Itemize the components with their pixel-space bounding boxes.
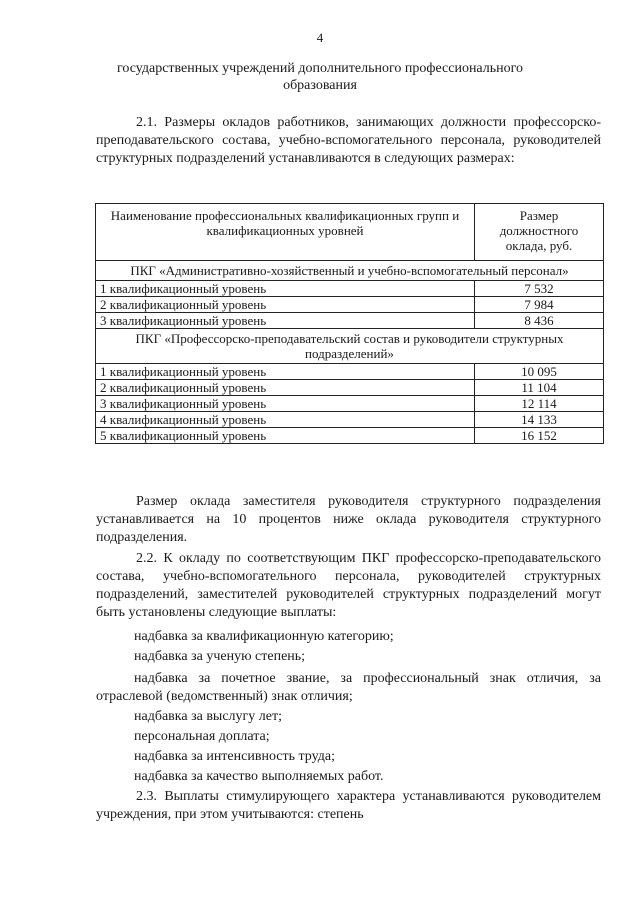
- paragraph-2-1: 2.1. Размеры окладов работников, занимающих должности профессорско-преподавательского состава, учебно-вспомогательного персонала, руководителей структурных подразделений устанавливаются в следующих размерах:: [96, 115, 601, 166]
- table-row: [96, 313, 604, 329]
- payment-item: надбавка за качество выполняемых работ.: [134, 769, 384, 784]
- payment-item: надбавка за ученую степень;: [134, 649, 306, 664]
- table-row: [96, 428, 604, 444]
- level-cell: 4 квалификационный уровень: [96, 412, 475, 428]
- table-row: [96, 412, 604, 428]
- table-row: [96, 297, 604, 313]
- deputy-note-paragraph: Размер оклада заместителя руководителя структурного подразделения устанавливается на 10 процентов ниже оклада руководителя структурного подразделения.: [96, 494, 601, 545]
- salary-table: [95, 203, 604, 444]
- table-row: [96, 364, 604, 380]
- table-row: [96, 281, 604, 297]
- level-cell: 1 квалификационный уровень: [96, 364, 475, 380]
- group-title-admin: ПКГ «Административно-хозяйственный и учебно-вспомогательный персонал»: [96, 261, 604, 281]
- table-row: [96, 396, 604, 412]
- salary-value-cell: 7 984: [475, 297, 604, 313]
- salary-value-cell: 16 152: [475, 428, 604, 444]
- paragraph-2-2: 2.2. К окладу по соответствующим ПКГ профессорско-преподавательского состава, учебно-вспомогательного персонала, руководителей структурных подразделений, заместителей руководителей структурных подразделений могут быть установлены следующие выплаты:: [96, 551, 601, 620]
- payment-item: надбавка за почетное звание, за профессиональный знак отличия, за отраслевой (ведомственный) знак отличия;: [96, 671, 601, 704]
- salary-value-cell: 8 436: [475, 313, 604, 329]
- page-number: 4: [316, 30, 324, 45]
- paragraph-2-3: 2.3. Выплаты стимулирующего характера устанавливаются руководителем учреждения, при этом учитываются: степень: [96, 789, 601, 822]
- level-cell: 3 квалификационный уровень: [96, 396, 475, 412]
- group-title-teaching: ПКГ «Профессорско-преподавательский состав и руководители структурных подразделений»: [96, 329, 604, 364]
- level-cell: 2 квалификационный уровень: [96, 380, 475, 396]
- group-row: [96, 261, 604, 281]
- level-cell: 2 квалификационный уровень: [96, 297, 475, 313]
- level-cell: 1 квалификационный уровень: [96, 281, 475, 297]
- salary-value-cell: 7 532: [475, 281, 604, 297]
- salary-value-cell: 11 104: [475, 380, 604, 396]
- payment-item: надбавка за выслугу лет;: [134, 709, 282, 724]
- payment-item: надбавка за интенсивность труда;: [134, 749, 335, 764]
- table-row: [96, 380, 604, 396]
- header-size-cell: Размер должностного оклада, руб.: [475, 204, 604, 261]
- level-cell: 5 квалификационный уровень: [96, 428, 475, 444]
- payment-item: надбавка за квалификационную категорию;: [134, 629, 394, 644]
- header-name-cell: Наименование профессиональных квалификационных групп и квалификационных уровней: [96, 204, 475, 261]
- payment-item: персональная доплата;: [134, 729, 270, 744]
- table-header-row: [96, 204, 604, 261]
- group-row: [96, 329, 604, 364]
- salary-value-cell: 10 095: [475, 364, 604, 380]
- level-cell: 3 квалификационный уровень: [96, 313, 475, 329]
- salary-value-cell: 14 133: [475, 412, 604, 428]
- salary-value-cell: 12 114: [475, 396, 604, 412]
- section-heading: государственных учреждений дополнительного профессионального образования: [116, 61, 524, 93]
